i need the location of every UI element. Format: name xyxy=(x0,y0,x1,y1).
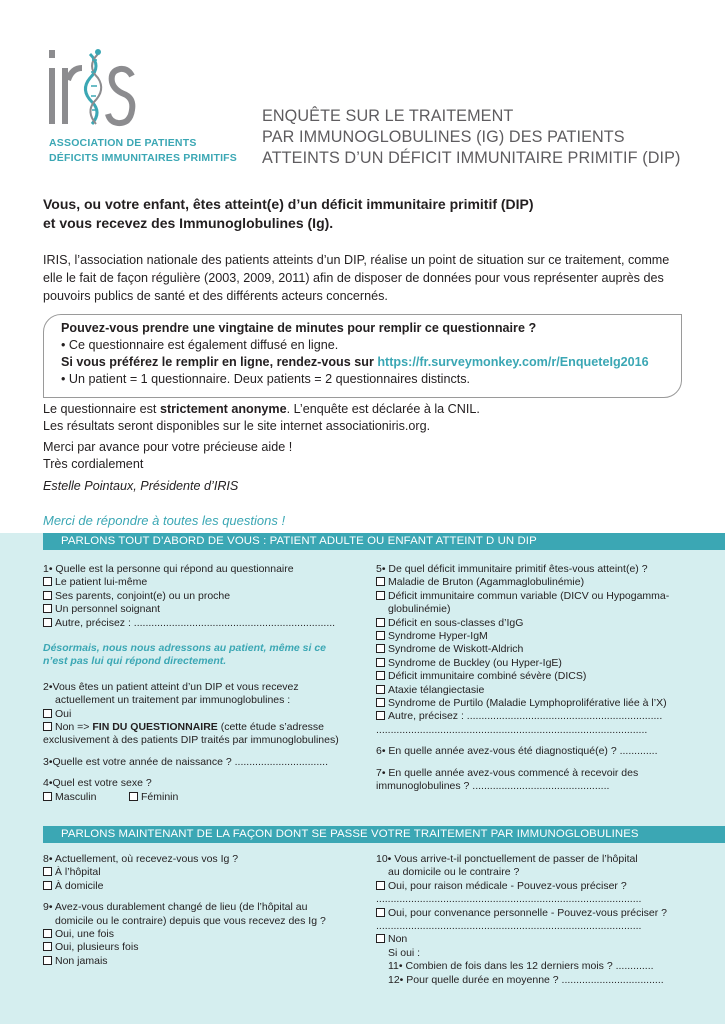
checkbox-icon[interactable] xyxy=(43,591,52,600)
q5-dotted-line[interactable]: ............................................................................................. xyxy=(376,723,648,736)
title-line-2: PAR IMMUNOGLOBULINES (IG) DES PATIENTS xyxy=(262,128,625,146)
q8-hospital-label: À l’hôpital xyxy=(55,866,101,879)
checkbox-icon[interactable] xyxy=(43,792,52,801)
q1-option-2[interactable] xyxy=(43,590,363,603)
callout-line-3 xyxy=(61,354,667,371)
q4-label: 4•Quel est votre sexe ? xyxy=(43,777,152,790)
checkbox-icon[interactable] xyxy=(43,929,52,938)
anonymity-prefix: Le questionnaire est xyxy=(43,402,160,416)
callout-line-2: • Ce questionnaire est également diffusé en ligne. xyxy=(61,338,339,352)
checkbox-icon[interactable] xyxy=(43,604,52,613)
info-callout xyxy=(43,314,682,398)
q10-option-no[interactable] xyxy=(376,933,681,946)
q7-line-1: 7• En quelle année avez-vous commencé à recevoir des xyxy=(376,766,639,779)
q9-option-1-label: Oui, une fois xyxy=(55,928,114,941)
q2-label-line-2: actuellement un traitement par immunoglobulines : xyxy=(55,694,291,707)
checkbox-icon[interactable] xyxy=(376,908,385,917)
section-2-right-column xyxy=(376,853,681,987)
q5 xyxy=(376,563,681,737)
q3-birth-year[interactable]: 3•Quelle est votre année de naissance ? ................................ xyxy=(43,755,328,768)
q5-option-8[interactable] xyxy=(376,684,681,697)
checkbox-icon[interactable] xyxy=(376,934,385,943)
callout-line-4: • Un patient = 1 questionnaire. Deux patients = 2 questionnaires distincts. xyxy=(61,372,471,386)
q10-si-oui: Si oui : xyxy=(388,946,421,959)
intro-heading xyxy=(43,195,663,233)
q8-label: 8• Actuellement, où recevez-vous vos Ig ? xyxy=(43,853,239,865)
q2-no-bold: FIN DU QUESTIONNAIRE xyxy=(92,721,218,734)
checkbox-icon[interactable] xyxy=(376,618,385,627)
q10-convenience-dots[interactable]: ........................................................................................... xyxy=(376,920,642,933)
note-line-1: Désormais, nous nous adressons au patient, même si ce xyxy=(43,642,327,655)
q4 xyxy=(43,777,363,804)
q9-option-3[interactable] xyxy=(43,955,363,968)
q10-no-label: Non xyxy=(388,933,408,946)
q5-option-5-label: Syndrome de Wiskott-Aldrich xyxy=(388,643,524,656)
checkbox-icon[interactable] xyxy=(43,722,52,731)
q9-label-line-2: domicile ou le contraire) depuis que vous recevez des Ig ? xyxy=(55,914,326,927)
q2-yes-label: Oui xyxy=(55,707,72,720)
closing-line-2: Très cordialement xyxy=(43,457,144,471)
q5-option-6-label: Syndrome de Buckley (ou Hyper-IgE) xyxy=(388,656,562,669)
q1-option-4-label: Autre, précisez : ..................................................................... xyxy=(55,616,336,629)
survey-link[interactable]: https://fr.surveymonkey.com/r/EnqueteIg2016 xyxy=(377,355,649,369)
q5-option-10[interactable] xyxy=(376,710,681,723)
checkbox-icon[interactable] xyxy=(376,591,385,600)
q1-option-2-label: Ses parents, conjoint(e) ou un proche xyxy=(55,589,231,602)
q4-option-male[interactable] xyxy=(43,791,129,804)
title-line-1: ENQUÊTE SUR LE TRAITEMENT xyxy=(262,107,514,125)
document-title xyxy=(262,106,702,169)
q8-option-hospital[interactable] xyxy=(43,866,363,879)
intro-text-line-2: elle le fait de façon régulière (2003, 2009, 2011) afin de disposer de données pour vous représenter auprès des xyxy=(43,271,664,285)
iris-logo xyxy=(46,46,246,166)
q5-option-7-label: Déficit immunitaire combiné sévère (DICS) xyxy=(388,670,587,683)
q5-option-1[interactable] xyxy=(376,576,681,589)
q10-option-medical[interactable] xyxy=(376,880,681,893)
checkbox-icon[interactable] xyxy=(376,644,385,653)
signature: Estelle Pointaux, Présidente d’IRIS xyxy=(43,479,239,493)
q2 xyxy=(43,681,363,748)
q9-option-3-label: Non jamais xyxy=(55,954,108,967)
q2-option-yes[interactable] xyxy=(43,708,363,721)
section-1-right-column xyxy=(376,563,681,794)
q9 xyxy=(43,901,363,968)
anonymity-line-1 xyxy=(43,401,683,418)
checkbox-icon[interactable] xyxy=(376,671,385,680)
q5-option-4-label: Syndrome Hyper-IgM xyxy=(388,630,488,643)
q9-option-2[interactable] xyxy=(43,941,363,954)
q7 xyxy=(376,767,681,794)
checkbox-icon[interactable] xyxy=(376,711,385,720)
q10-convenience-label: Oui, pour convenance personnelle - Pouvez-vous préciser ? xyxy=(388,906,667,919)
section-1-header: PARLONS TOUT D’ABORD DE VOUS : PATIENT ADULTE OU ENFANT ATTEINT D UN DIP xyxy=(43,533,725,550)
anonymity-bold: strictement anonyme xyxy=(159,402,287,416)
q8 xyxy=(43,853,363,893)
q10-medical-label: Oui, pour raison médicale - Pouvez-vous préciser ? xyxy=(388,879,627,892)
callout-line-1: Pouvez-vous prendre une vingtaine de minutes pour remplir ce questionnaire ? xyxy=(61,321,537,335)
anonymity-paragraph xyxy=(43,401,683,435)
intro-text-line-1: IRIS, l’association nationale des patients atteints d’un DIP, réalise un point de situation sur ce traitement, comme xyxy=(43,253,670,267)
q1-option-3[interactable] xyxy=(43,603,363,616)
checkbox-icon[interactable] xyxy=(129,792,138,801)
checkbox-icon[interactable] xyxy=(376,685,385,694)
q8-option-home[interactable] xyxy=(43,880,363,893)
checkbox-icon[interactable] xyxy=(376,658,385,667)
q5-option-10-label: Autre, précisez : ................................................................... xyxy=(388,710,663,723)
q4-female-label: Féminin xyxy=(141,790,179,803)
q5-option-2-label: Déficit immunitaire commun variable (DICV ou Hypogamma- xyxy=(388,589,670,602)
q5-option-7[interactable] xyxy=(376,670,681,683)
checkbox-icon[interactable] xyxy=(43,867,52,876)
q5-label: 5• De quel déficit immunitaire primitif êtes-vous atteint(e) ? xyxy=(376,563,648,575)
q5-option-6[interactable] xyxy=(376,657,681,670)
anonymity-suffix: . L’enquête est déclarée à la CNIL. xyxy=(286,402,480,416)
q5-option-4[interactable] xyxy=(376,630,681,643)
q5-option-3-label: Déficit en sous-classes d’IgG xyxy=(388,616,524,629)
q1-label: 1• Quelle est la personne qui répond au questionnaire xyxy=(43,563,294,575)
q5-option-5[interactable] xyxy=(376,643,681,656)
q5-option-9-label: Syndrome de Purtilo (Maladie Lymphoproliférative liée à l’X) xyxy=(388,697,667,710)
checkbox-icon[interactable] xyxy=(43,709,52,718)
checkbox-icon[interactable] xyxy=(43,881,52,890)
section-2-left-column xyxy=(43,853,363,968)
q1-option-1-label: Le patient lui-même xyxy=(55,576,148,589)
q9-label-line-1: 9• Avez-vous durablement changé de lieu (de l’hôpital au xyxy=(43,901,308,914)
title-line-3: ATTEINTS D’UN DÉFICIT IMMUNITAIRE PRIMITIF (DIP) xyxy=(262,149,681,167)
closing-line-1: Merci par avance pour votre précieuse aide ! xyxy=(43,440,293,454)
checkbox-icon[interactable] xyxy=(43,956,52,965)
q5-option-1-label: Maladie de Bruton (Agammaglobulinémie) xyxy=(388,576,585,589)
q4-option-female[interactable] xyxy=(129,791,178,804)
note-line-2: n’est pas lui qui répond directement. xyxy=(43,655,227,668)
intro-bold-line-1: Vous, ou votre enfant, êtes atteint(e) d’un déficit immunitaire primitif (DIP) xyxy=(43,196,534,212)
q2-no-line-2: exclusivement à des patients DIP traités par immunoglobulines) xyxy=(43,734,339,747)
q4-male-label: Masculin xyxy=(55,790,97,803)
q10-medical-dots[interactable]: ........................................................................................... xyxy=(376,893,642,906)
patient-note xyxy=(43,642,363,669)
checkbox-icon[interactable] xyxy=(43,618,52,627)
checkbox-icon[interactable] xyxy=(43,577,52,586)
q11-frequency[interactable]: 11• Combien de fois dans les 12 derniers mois ? ............. xyxy=(388,960,654,973)
logo-line-2: DÉFICITS IMMUNITAIRES PRIMITIFS xyxy=(49,152,238,164)
q9-option-2-label: Oui, plusieurs fois xyxy=(55,941,139,954)
checkbox-icon[interactable] xyxy=(376,881,385,890)
section-2-header: PARLONS MAINTENANT DE LA FAÇON DONT SE PASSE VOTRE TRAITEMENT PAR IMMUNOGLOBULINES xyxy=(43,826,725,843)
q5-option-2-continuation: globulinémie) xyxy=(388,603,451,616)
q8-home-label: À domicile xyxy=(55,879,104,892)
q5-option-8-label: Ataxie télangiectasie xyxy=(388,683,485,696)
q1 xyxy=(43,563,363,630)
iris-logo-wordmark xyxy=(46,46,146,128)
q9-option-1[interactable] xyxy=(43,928,363,941)
q5-option-2[interactable] xyxy=(376,590,681,603)
q10-label-line-2: au domicile ou le contraire ? xyxy=(388,866,520,879)
q2-label-line-1: 2•Vous êtes un patient atteint d’un DIP et vous recevez xyxy=(43,680,299,693)
intro-paragraph xyxy=(43,251,688,305)
q2-no-suffix: (cette étude s’adresse xyxy=(217,721,325,734)
anonymity-line-2: Les résultats seront disponibles sur le site internet associationiris.org. xyxy=(43,419,431,433)
q2-no-prefix: Non => xyxy=(55,721,93,734)
q1-option-3-label: Un personnel soignant xyxy=(55,603,161,616)
checkbox-icon[interactable] xyxy=(376,577,385,586)
section-1-left-column xyxy=(43,563,363,804)
q10-option-convenience[interactable] xyxy=(376,907,681,920)
checkbox-icon[interactable] xyxy=(43,942,52,951)
logo-line-1: ASSOCIATION DE PATIENTS xyxy=(49,137,197,149)
q10 xyxy=(376,853,681,987)
checkbox-icon[interactable] xyxy=(376,631,385,640)
q1-option-4[interactable] xyxy=(43,617,363,630)
q10-label-line-1: 10• Vous arrive-t-il ponctuellement de passer de l’hôpital xyxy=(376,853,638,865)
q5-option-3[interactable] xyxy=(376,617,681,630)
checkbox-icon[interactable] xyxy=(376,698,385,707)
q12-duration[interactable]: 12• Pour quelle durée en moyenne ? ................................... xyxy=(388,973,664,986)
q6-diagnosis-year[interactable]: 6• En quelle année avez-vous été diagnostiqué(e) ? ............. xyxy=(376,745,658,758)
q2-option-no[interactable] xyxy=(43,721,363,734)
callout-url-prefix: Si vous préférez le remplir en ligne, rendez-vous sur xyxy=(61,355,378,369)
merci-heading: Merci de répondre à toutes les questions ! xyxy=(43,513,286,528)
q5-option-9[interactable] xyxy=(376,697,681,710)
closing-paragraph xyxy=(43,439,683,473)
intro-bold-line-2: et vous recevez des Immunoglobulines (Ig). xyxy=(43,215,334,231)
q1-option-1[interactable] xyxy=(43,576,363,589)
intro-text-line-3: pouvoirs publics de santé et des différents acteurs concernés. xyxy=(43,289,388,303)
q7-line-2[interactable]: immunoglobulines ? ............................................... xyxy=(376,780,610,793)
